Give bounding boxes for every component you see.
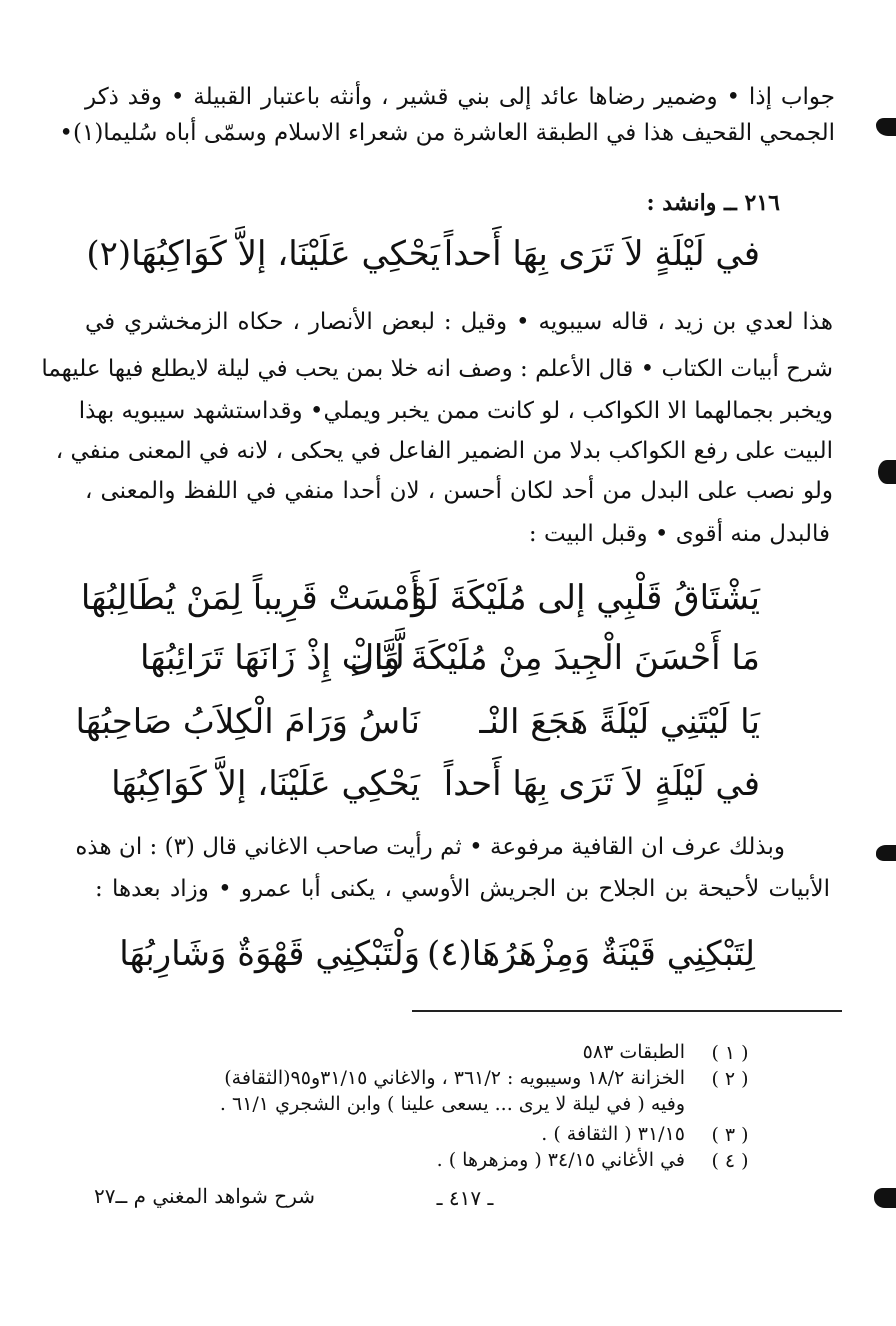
verse-hemistich-right: يَشْتَاقُ قَلْبِي إلى مُلَيْكَةَ لَوْ xyxy=(411,578,760,618)
footnote-text: الخزانة ١٨/٢ وسيبويه : ٣٦١/٢ ، والاغاني ٣١/١٥و٩٥(الثقافة) xyxy=(224,1067,685,1089)
verse-hemistich-right: في لَيْلَةٍ لاَ تَرَى بِهَا أَحداً xyxy=(443,764,760,804)
paragraph-line: البيت على رفع الكواكب بدلا من الضمير الفاعل في يحكى ، لانه في المعنى منفي ، xyxy=(55,438,833,464)
verse-hemistich-left: لَّبَّاتِ إِذْ زَانَهَا تَرَائِبُهَا xyxy=(140,638,405,678)
footnote-number: ( ٢ ) xyxy=(711,1068,749,1090)
verse-hemistich-right: يَا لَيْتَنِي لَيْلَةً هَجَعَ النْـ xyxy=(479,702,760,742)
paragraph-line: ويخبر بجمالهما الا الكواكب ، لو كانت ممن يخبر ويملي• وقداستشهد سيبويه بهذا xyxy=(78,398,833,424)
paragraph-line: الأبيات لأحيحة بن الجلاح بن الجريش الأوسي ، يكنى أبا عمرو • وزاد بعدها : xyxy=(95,876,830,902)
page-number: ـ ٤١٧ ـ xyxy=(436,1186,494,1210)
paragraph-line: وبذلك عرف ان القافية مرفوعة • ثم رأيت صاحب الاغاني قال (٣) : ان هذه xyxy=(75,834,785,860)
paragraph-line: جواب إذا • وضمير رضاها عائد إلى بني قشير ، وأنثه باعتبار القبيلة • وقد ذكر xyxy=(85,84,835,110)
footnote-text: ٣١/١٥ ( الثقافة ) . xyxy=(541,1123,685,1145)
footnote-text: الطبقات ٥٨٣ xyxy=(582,1041,685,1063)
verse-hemistich-left: نَاسُ وَرَامَ الْكِلاَبُ صَاحِبُهَا xyxy=(75,702,420,742)
footnote-text: في الأغاني ٣٤/١٥ ( ومزهرها ) . xyxy=(436,1149,685,1171)
footnote-text: وفيه ( في ليلة لا يرى ... يسعى علينا ) وابن الشجري ٦١/١ . xyxy=(219,1093,685,1115)
scan-edge-mark xyxy=(876,118,896,136)
verse-hemistich-right: في لَيْلَةٍ لاَ تَرَى بِهَا أَحداً xyxy=(443,234,760,274)
scan-edge-mark xyxy=(874,1188,896,1208)
paragraph-line: شرح أبيات الكتاب • قال الأعلم : وصف انه خلا بمن يحب في ليلة لايطلع فيها عليهما xyxy=(41,356,833,382)
paragraph-line: هذا لعدي بن زيد ، قاله سيبويه • وقيل : لبعض الأنصار ، حكاه الزمخشري في xyxy=(85,309,833,335)
verse-hemistich-right: لِتَبْكِنِي قَيْنَةٌ وَمِزْهَرُهَا(٤) xyxy=(426,934,755,974)
book-signature: شرح شواهد المغني م ــ٢٧ xyxy=(94,1184,315,1208)
scan-edge-mark xyxy=(876,845,896,861)
scan-edge-mark xyxy=(878,460,896,484)
footnote-separator xyxy=(412,1010,842,1012)
footnote-number: ( ١ ) xyxy=(711,1042,749,1064)
verse-hemistich-left: أَمْسَتْ قَرِيباً لِمَنْ يُطَالِبُهَا xyxy=(80,578,420,618)
entry-heading: ٢١٦ ــ وانشد : xyxy=(646,190,780,216)
paragraph-line: الجمحي القحيف هذا في الطبقة العاشرة من شعراء الاسلام وسمّى أباه سُليما(١)• xyxy=(59,120,835,146)
paragraph-line: ولو نصب على البدل من أحد لكان أحسن ، لان أحدا منفي في اللفظ والمعنى ، xyxy=(85,478,833,504)
footnote-number: ( ٣ ) xyxy=(711,1124,749,1146)
verse-hemistich-left: وَلْتَبْكِنِي قَهْوَةٌ وَشَارِبُهَا xyxy=(119,934,420,974)
footnote-number: ( ٤ ) xyxy=(711,1150,749,1172)
paragraph-line: فالبدل منه أقوى • وقبل البيت : xyxy=(528,521,830,547)
verse-hemistich-left: يَحْكِي عَلَيْنَا، إلاَّ كَوَاكِبُهَا(٢) xyxy=(86,234,440,274)
verse-hemistich-right: مَا أَحْسَنَ الْجِيدَ مِنْ مُلَيْكَةَ وَالْ xyxy=(349,638,760,678)
verse-hemistich-left: يَحْكِي عَلَيْنَا، إلاَّ كَوَاكِبُهَا xyxy=(111,764,420,804)
